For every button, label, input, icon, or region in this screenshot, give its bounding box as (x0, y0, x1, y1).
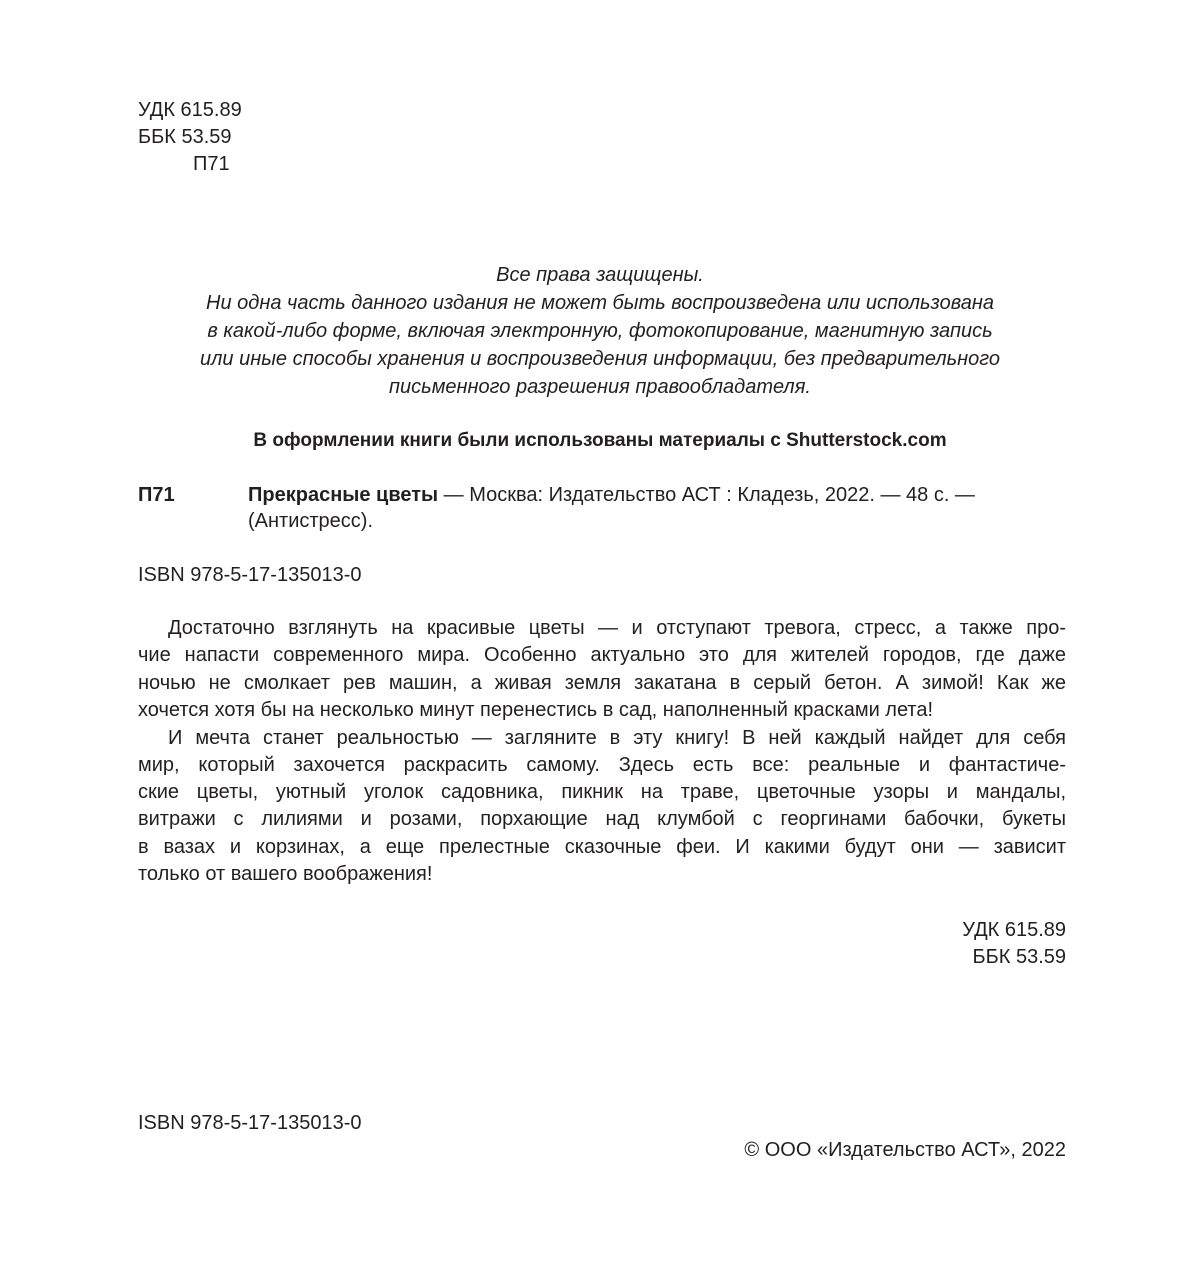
annotation-line: хочется хотя бы на несколько минут перенестись в сад, наполненный красками лета! (138, 699, 934, 721)
udk-code-bottom: УДК 615.89 (962, 919, 1066, 941)
annotation-line: витражи с лилиями и розами, порхающие над клумбой с георгинами бабочки, букеты (138, 808, 1066, 830)
annotation-line: Достаточно взглянуть на красивые цветы — и отступают тревога, стресс, а также про- (168, 617, 1066, 639)
copyright: © ООО «Издательство АСТ», 2022 (744, 1139, 1066, 1161)
catalog-details: — Москва: Издательство АСТ : Кладезь, 2022. — 48 с. — (438, 484, 975, 506)
rights-line: или иные способы хранения и воспроизведения информации, без предварительного (199, 348, 1001, 370)
isbn-top: ISBN 978-5-17-135013-0 (138, 564, 362, 586)
catalog-series: (Антистресс). (248, 510, 373, 532)
annotation-line: И мечта станет реальностью — загляните в эту книгу! В ней каждый найдет для себя (168, 727, 1066, 749)
book-title: Прекрасные цветы (248, 484, 439, 506)
isbn-bottom: ISBN 978-5-17-135013-0 (138, 1112, 362, 1134)
annotation-line: ские цветы, уютный уголок садовника, пикник на траве, цветочные узоры и мандалы, (138, 781, 1066, 803)
rights-line: Ни одна часть данного издания не может быть воспроизведена или использована (206, 292, 994, 314)
annotation-line: мир, который захочется раскрасить самому. Здесь есть все: реальные и фантастиче- (138, 754, 1066, 776)
rights-line: в какой-либо форме, включая электронную, фотокопирование, магнитную запись (207, 320, 993, 342)
udk-code: УДК 615.89 (138, 99, 242, 121)
annotation-line: чие напасти современного мира. Особенно актуально это для жителей городов, где даже (138, 644, 1066, 666)
author-mark: П71 (193, 153, 230, 175)
bbk-code-bottom: ББК 53.59 (972, 946, 1066, 968)
annotation-line: только от вашего воображения! (138, 863, 433, 885)
rights-line: письменного разрешения правообладателя. (389, 376, 811, 398)
bbk-code: ББК 53.59 (138, 126, 232, 148)
annotation-line: ночью не смолкает рев машин, а живая земля закатана в серый бетон. А зимой! Как же (138, 672, 1066, 694)
shutterstock-note: В оформлении книги были использованы материалы с Shutterstock.com (253, 430, 947, 451)
rights-line: Все права защищены. (496, 264, 704, 286)
annotation-line: в вазах и корзинах, а еще прелестные сказочные феи. И какими будут они — зависит (138, 836, 1066, 858)
catalog-mark: П71 (138, 484, 175, 506)
catalog-entry (248, 482, 975, 509)
